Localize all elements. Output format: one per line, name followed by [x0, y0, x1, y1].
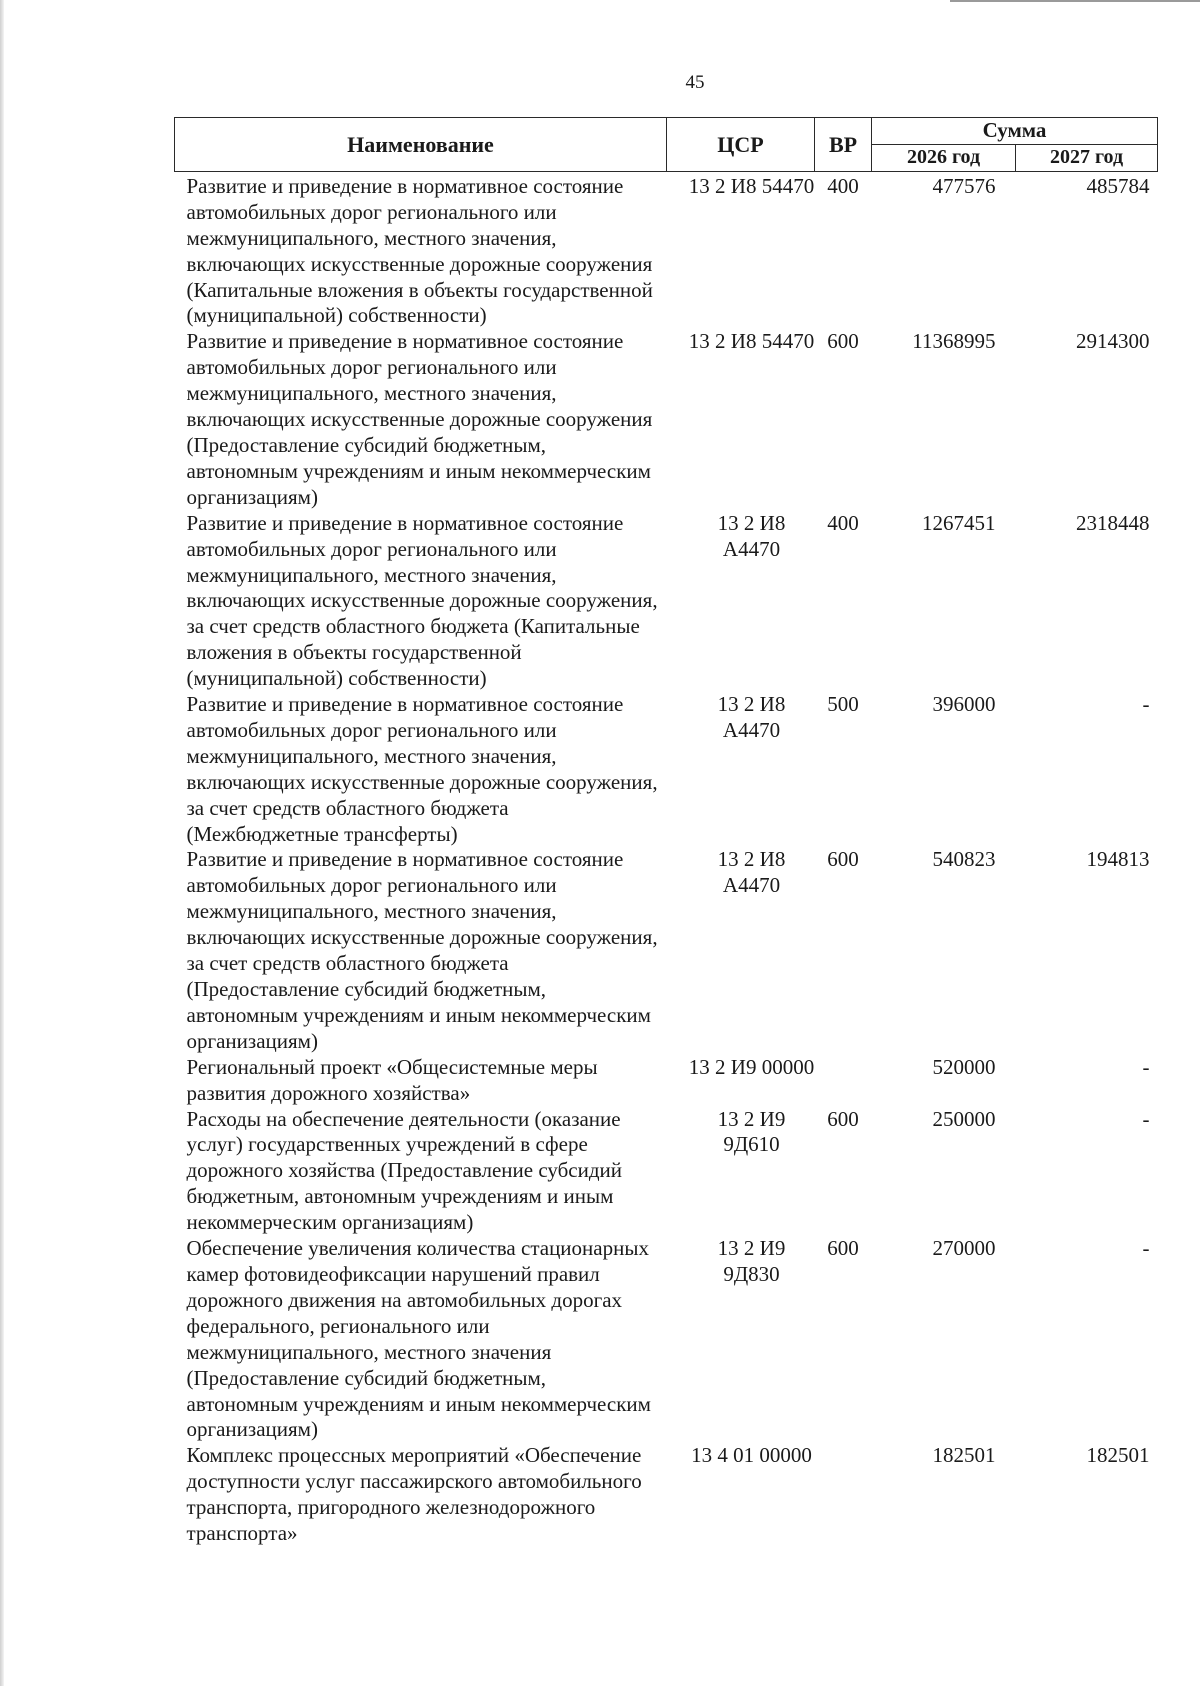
cell-csr: 13 2 И9 9Д610	[717, 1106, 786, 1157]
cell-name: Комплекс процессных мероприятий «Обеспечение доступности услуг пассажирского автомобильного транспорта, пригородного железнодорожного транспорта»	[186, 1443, 642, 1546]
cell-vr	[815, 1055, 872, 1107]
table-row	[175, 1236, 1158, 1443]
cell-csr: 13 2 И8 54470	[688, 173, 815, 198]
table-row	[175, 511, 1158, 692]
cell-amount-2027: -	[1142, 1106, 1150, 1131]
cell-vr: 600	[827, 329, 859, 354]
cell-amount-2026: 396000	[932, 692, 996, 717]
cell-amount-2026: 540823	[932, 847, 996, 872]
table-row	[175, 1443, 1158, 1547]
cell-vr	[815, 1443, 872, 1547]
budget-table	[174, 117, 1158, 1547]
header-year-2026: 2026 год	[872, 145, 1016, 172]
cell-vr: 600	[827, 847, 859, 872]
cell-amount-2026: 477576	[932, 173, 996, 198]
table-row	[175, 1055, 1158, 1107]
cell-vr: 600	[827, 1236, 859, 1261]
cell-name: Развитие и приведение в нормативное состояние автомобильных дорог регионального или межмуниципального, местного значения, включающих искусственные дорожные сооружения, за счет средств областного бюджета (Предоставление субсидий бюджетным, автономным учреждениям и иным некоммерческим организациям)	[186, 847, 658, 1053]
header-sum: Сумма	[872, 118, 1158, 145]
table-body	[175, 171, 1158, 1547]
header-name: Наименование	[175, 118, 667, 172]
cell-csr: 13 4 01 00000	[691, 1443, 812, 1468]
cell-amount-2027: 2318448	[1076, 510, 1150, 535]
cell-amount-2027: 194813	[1086, 847, 1150, 872]
cell-name: Региональный проект «Общесистемные меры развития дорожного хозяйства»	[186, 1054, 598, 1105]
table-row	[175, 329, 1158, 510]
cell-name: Расходы на обеспечение деятельности (оказание услуг) государственных учреждений в сфере дорожного хозяйства (Предоставление субсидий бюджетным, автономным учреждениям и иным некоммерческим организациям)	[186, 1106, 622, 1235]
cell-vr: 400	[827, 173, 859, 198]
cell-amount-2027: -	[1142, 1236, 1150, 1261]
cell-csr: 13 2 И8 А4470	[717, 510, 786, 561]
cell-vr: 400	[827, 510, 859, 535]
cell-csr: 13 2 И8 А4470	[717, 847, 786, 898]
table-header	[175, 118, 1158, 172]
cell-amount-2026: 520000	[932, 1054, 996, 1079]
cell-amount-2026: 270000	[932, 1236, 996, 1261]
cell-csr: 13 2 И8 А4470	[717, 692, 786, 742]
cell-csr: 13 2 И8 54470	[688, 329, 815, 354]
cell-amount-2026: 182501	[932, 1443, 996, 1468]
cell-name: Обеспечение увеличения количества стационарных камер фотовидеофиксации нарушений правил дорожного движения на автомобильных дорогах федерального, регионального или межмуниципального, местного значения (Предоставление субсидий бюджетным, автономным учреждениям и иным некоммерческим организациям)	[186, 1236, 651, 1442]
header-csr: ЦСР	[667, 118, 815, 172]
cell-vr: 500	[827, 692, 859, 717]
table-row	[175, 1107, 1158, 1237]
cell-csr: 13 2 И9 00000	[688, 1054, 815, 1079]
scan-edge-left	[0, 0, 4, 1686]
header-vr: ВР	[815, 118, 872, 172]
table-row	[175, 692, 1158, 847]
cell-amount-2026: 1267451	[922, 510, 996, 535]
cell-vr: 600	[827, 1106, 859, 1131]
table-row	[175, 847, 1158, 1054]
cell-csr: 13 2 И9 9Д830	[717, 1236, 786, 1286]
scan-edge-top	[950, 0, 1200, 2]
cell-amount-2027: -	[1142, 692, 1150, 717]
table-row	[175, 171, 1158, 329]
cell-amount-2026: 11368995	[912, 329, 996, 354]
header-year-2027: 2027 год	[1016, 145, 1158, 172]
cell-name: Развитие и приведение в нормативное состояние автомобильных дорог регионального или межмуниципального, местного значения, включающих искусственные дорожные сооружения (Предоставление субсидий бюджетным, автономным учреждениям и иным некоммерческим организациям)	[186, 329, 653, 509]
cell-name: Развитие и приведение в нормативное состояние автомобильных дорог регионального или межмуниципального, местного значения, включающих искусственные дорожные сооружения, за счет средств областного бюджета (Межбюджетные трансферты)	[186, 692, 658, 846]
cell-amount-2027: -	[1142, 1054, 1150, 1079]
page-number: 45	[685, 72, 705, 93]
cell-amount-2027: 182501	[1086, 1443, 1150, 1468]
cell-amount-2026: 250000	[932, 1106, 996, 1131]
cell-amount-2027: 485784	[1086, 173, 1150, 198]
cell-name: Развитие и приведение в нормативное состояние автомобильных дорог регионального или межмуниципального, местного значения, включающих искусственные дорожные сооружения, за счет средств областного бюджета (Капитальные вложения в объекты государственной (муниципальной) собственности)	[186, 510, 658, 691]
cell-amount-2027: 2914300	[1076, 329, 1150, 354]
cell-name: Развитие и приведение в нормативное состояние автомобильных дорог регионального или межмуниципального, местного значения, включающих искусственные дорожные сооружения (Капитальные вложения в объекты государственной (муниципальной) собственности)	[186, 173, 653, 328]
